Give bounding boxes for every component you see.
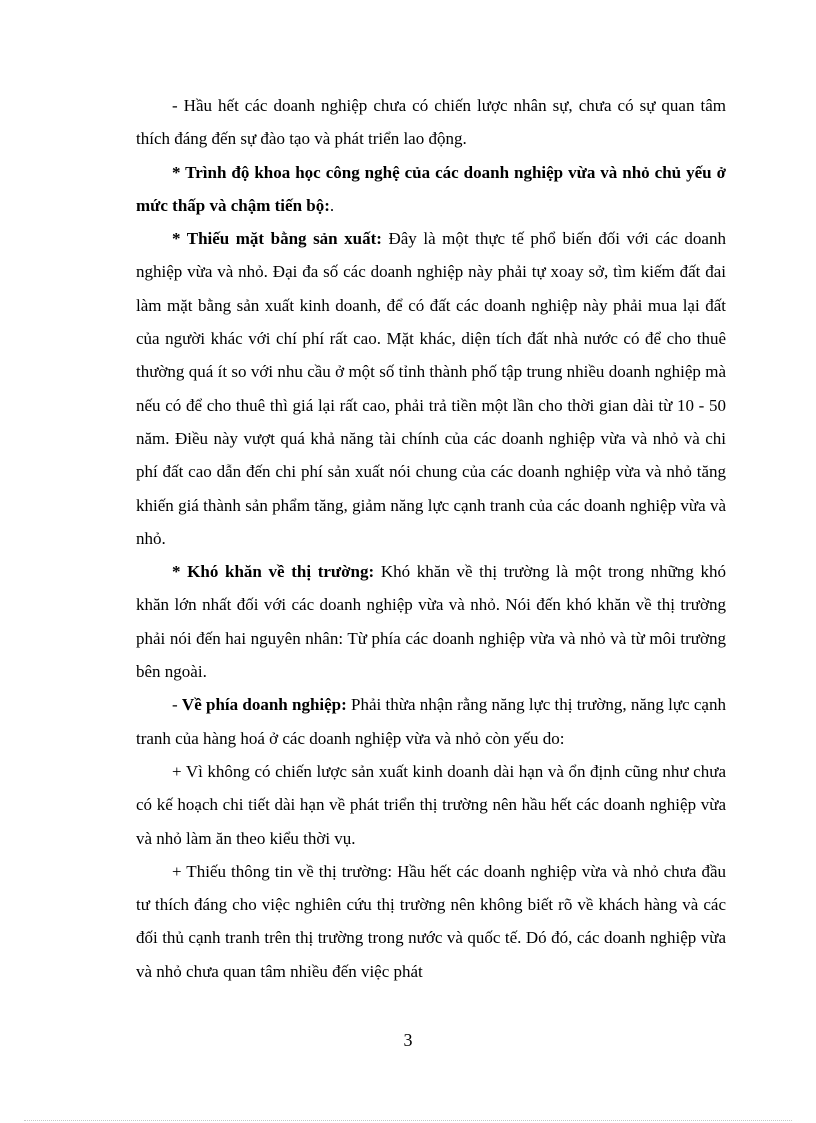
paragraph-bold-heading: * Trình độ khoa học công nghệ của các doanh nghiệp vừa và nhỏ chủ yếu ở mức thấp và chậm tiến bộ: [136, 162, 726, 215]
paragraph-text: + Thiếu thông tin về thị trường: Hầu hết các doanh nghiệp vừa và nhỏ chưa đầu tư thích đáng cho việc nghiên cứu thị trường nên không biết rõ về khách hàng và các đối thủ cạnh tranh trên thị trường trong nước và quốc tế. Dó đó, các doanh nghiệp vừa và nhỏ chưa quan tâm nhiều đến việc phát [136, 861, 726, 981]
paragraph-text: Đây là một thực tế phổ biến đối với các doanh nghiệp vừa và nhỏ. Đại đa số các doanh nghiệp này phải tự xoay sở, tìm kiếm đất đai làm mặt bằng sản xuất kinh doanh, để có đất các doanh nghiệp này phải mua lại đất của người khác với chí phí rất cao. Mặt khác, diện tích đất nhà nước có để cho thuê thường quá ít so với nhu cầu ở một số tỉnh thành phố tập trung nhiều doanh nghiệp mà nếu có để cho thuê thì giá lại rất cao, phải trả tiền một lần cho thời gian dài từ 10 - 50 năm. Điều này vượt quá khả năng tài chính của các doanh nghiệp vừa và nhỏ và chi phí đất cao dẫn đến chi phí sản xuất nói chung của các doanh nghiệp vừa và nhỏ tăng khiến giá thành sản phẩm tăng, giảm năng lực cạnh tranh của các doanh nghiệp vừa và nhỏ. [136, 229, 726, 548]
page-bottom-divider [24, 1120, 792, 1121]
paragraph-production-space [136, 222, 726, 555]
paragraph-prefix: - [172, 695, 182, 715]
paragraph-enterprise-side [136, 688, 726, 755]
paragraph-bold-heading: * Thiếu mặt bằng sản xuất: [172, 229, 382, 249]
page-number: 3 [403, 1030, 413, 1050]
document-body [136, 89, 726, 988]
paragraph-market-difficulty [136, 555, 726, 688]
paragraph-technology-heading [136, 156, 726, 223]
paragraph-text: . [329, 195, 335, 215]
paragraph-text: Khó khăn về thị trường là một trong những khó khăn lớn nhất đối với các doanh nghiệp vừa và nhỏ. Nói đến khó khăn về thị trường phải nói đến hai nguyên nhân: Từ phía các doanh nghiệp vừa và nhỏ và từ môi trường bên ngoài. [136, 562, 726, 682]
paragraph-bold-heading: * Khó khăn về thị trường: [172, 562, 375, 582]
paragraph-text: + Vì không có chiến lược sản xuất kinh doanh dài hạn và ổn định cũng như chưa có kế hoạch chi tiết dài hạn về phát triển thị trường nên hầu hết các doanh nghiệp vừa và nhỏ làm ăn theo kiểu thời vụ. [136, 761, 726, 848]
paragraph-market-information [136, 855, 726, 988]
paragraph-no-strategy [136, 755, 726, 855]
paragraph-text: Phải thừa nhận rằng năng lực thị trường, năng lực cạnh tranh của hàng hoá ở các doanh nghiệp vừa và nhỏ còn yếu do: [136, 695, 726, 748]
paragraph-hr-strategy [136, 89, 726, 156]
paragraph-text: - Hầu hết các doanh nghiệp chưa có chiến lược nhân sự, chưa có sự quan tâm thích đáng đến sự đào tạo và phát triển lao động. [136, 96, 726, 149]
paragraph-bold-heading: Về phía doanh nghiệp: [181, 695, 347, 715]
